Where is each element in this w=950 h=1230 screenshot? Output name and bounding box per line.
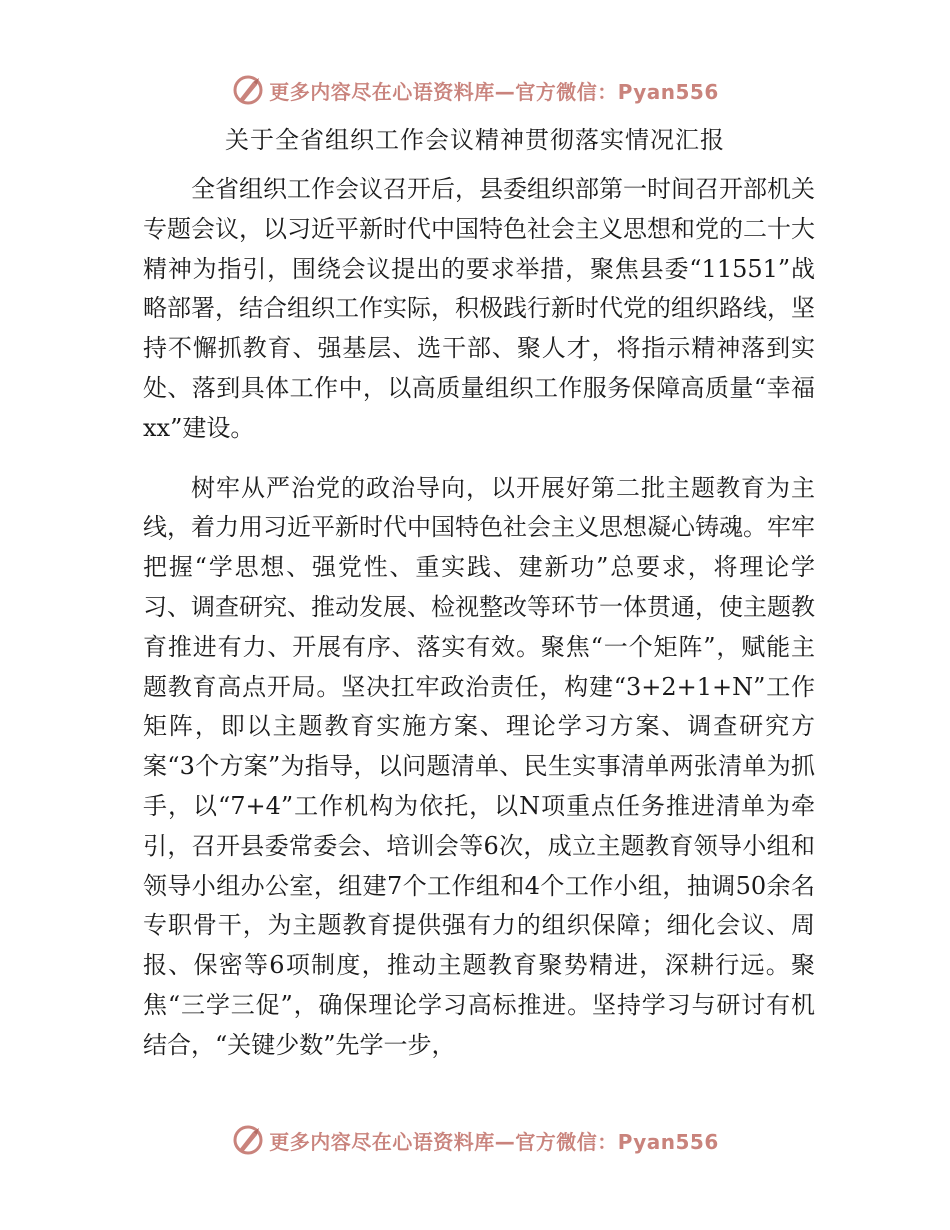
watermark-text: 更多内容尽在心语资料库—官方微信：Pyan556 xyxy=(269,79,719,104)
header-watermark-banner xyxy=(0,68,950,112)
paragraph-1: 全省组织工作会议召开后，县委组织部第一时间召开部机关专题会议，以习近平新时代中国特色社会主义思想和党的二十大精神为指引，围绕会议提出的要求举措，聚焦县委“11551”战略部署，结合组织工作实际，积极践行新时代党的组织路线，坚持不懈抓教育、强基层、选干部、聚人才，将指示精神落到实处、落到具体工作中，以高质量组织工作服务保障高质量“幸福xx”建设。 xyxy=(143,175,815,442)
paragraph-2: 树牢从严治党的政治导向，以开展好第二批主题教育为主线，着力用习近平新时代中国特色社会主义思想凝心铸魂。牢牢把握“学思想、强党性、重实践、建新功”总要求，将理论学习、调查研究、推动发展、检视整改等环节一体贯通，使主题教育推进有力、开展有序、落实有效。聚焦“一个矩阵”，赋能主题教育高点开局。坚决扛牢政治责任，构建“3+2+1+N”工作矩阵，即以主题教育实施方案、理论学习方案、调查研究方案“3个方案”为指导，以问题清单、民生实事清单两张清单为抓手，以“7+4”工作机构为依托，以N项重点任务推进清单为牵引，召开县委常委会、培训会等6次，成立主题教育领导小组和领导小组办公室，组建7个工作组和4个工作小组，抽调50余名专职骨干，为主题教育提供强有力的组织保障；细化会议、周报、保密等6项制度，推动主题教育聚势精进，深耕行远。聚焦“三学三促”，确保理论学习高标推进。坚持学习与研讨有机结合，“关键少数”先学一步， xyxy=(143,473,815,1059)
footer-watermark-banner xyxy=(0,1118,950,1162)
document-body xyxy=(143,170,815,1066)
watermark-text: 更多内容尽在心语资料库—官方微信：Pyan556 xyxy=(269,1129,719,1154)
document-title: 关于全省组织工作会议精神贯彻落实情况汇报 xyxy=(225,126,725,154)
quill-pen-logo-icon xyxy=(231,1123,265,1157)
quill-pen-logo-icon xyxy=(231,73,265,107)
